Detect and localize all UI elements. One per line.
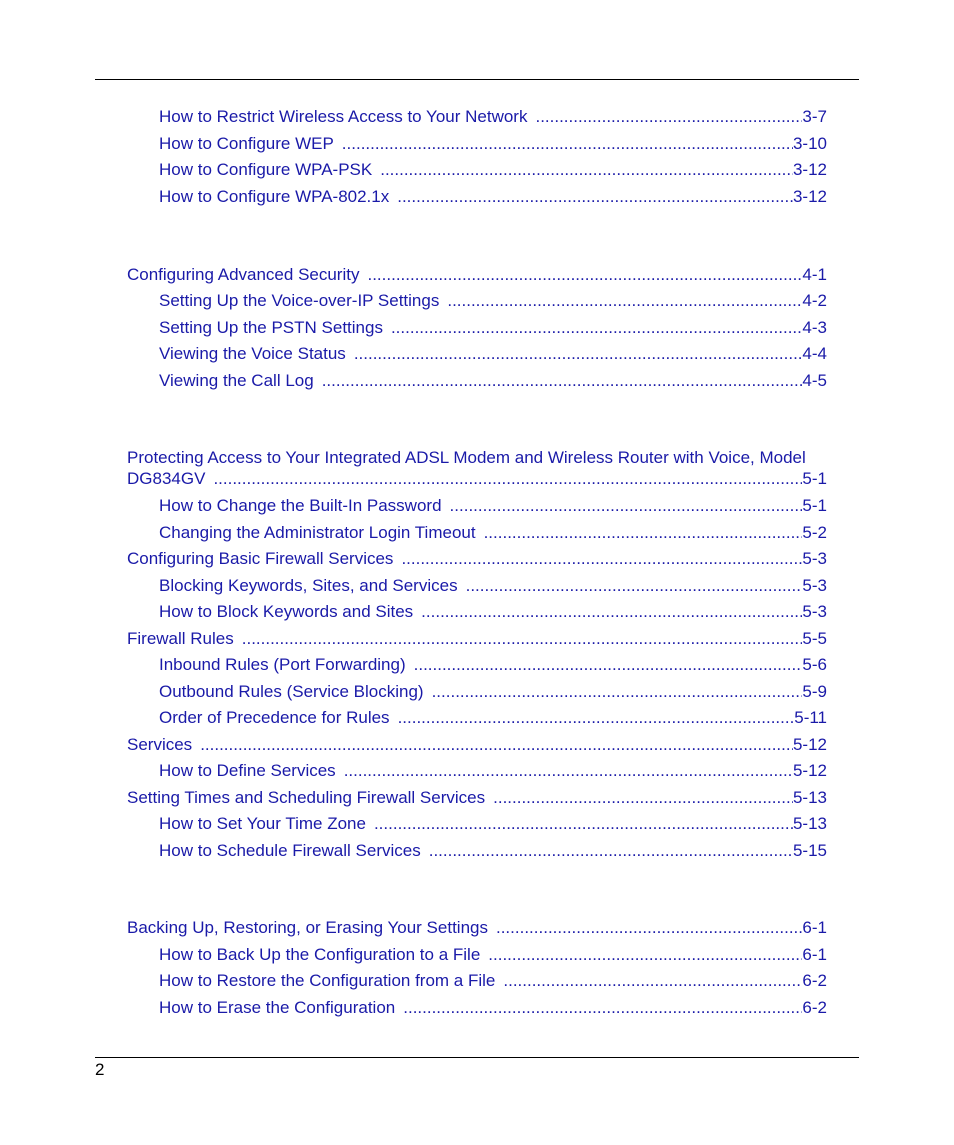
toc-entry[interactable]: [127, 629, 827, 649]
toc-entry-title: How to Configure WEP: [159, 134, 334, 153]
toc-entry-title: How to Configure WPA-802.1x: [159, 187, 390, 206]
dot-leader: [354, 344, 803, 364]
toc-entry-page: 4-5: [802, 371, 827, 390]
toc-entry-page: 5-5: [802, 629, 827, 648]
toc-entry[interactable]: [159, 107, 827, 127]
toc-entry-page: 5-6: [802, 655, 827, 674]
toc-entry-page: 6-1: [802, 945, 827, 964]
toc-entry[interactable]: [159, 318, 827, 338]
toc-entry-page: 5-3: [802, 602, 827, 621]
toc-entry[interactable]: [159, 576, 827, 596]
toc-entry-page: 6-2: [802, 998, 827, 1017]
toc-entry-page: 5-1: [802, 496, 827, 515]
footer-rule: [95, 1057, 859, 1058]
dot-leader: [401, 549, 802, 569]
toc-entry-page: 5-12: [792, 735, 827, 754]
dot-leader: [342, 134, 793, 154]
toc-entry[interactable]: [159, 134, 827, 154]
toc-entry[interactable]: [159, 602, 827, 622]
toc-entry-title: Setting Up the PSTN Settings: [159, 318, 383, 337]
toc-entry-title: Order of Precedence for Rules: [159, 708, 390, 727]
toc-entry-title: How to Define Services: [159, 761, 336, 780]
dot-leader: [535, 107, 802, 127]
toc-entry-title: Setting Up the Voice-over-IP Settings: [159, 291, 440, 310]
toc-entry-title: How to Back Up the Configuration to a File: [159, 945, 481, 964]
toc-entry-title: How to Block Keywords and Sites: [159, 602, 414, 621]
toc-entry[interactable]: [159, 682, 827, 702]
toc-entry-page: 5-1: [802, 469, 827, 488]
toc-entry-title: Viewing the Voice Status: [159, 344, 346, 363]
toc-entry-title: Backing Up, Restoring, or Erasing Your Settings: [127, 918, 488, 937]
toc-entry-title-line1[interactable]: Protecting Access to Your Integrated ADSL Modem and Wireless Router with Voice, Model: [127, 448, 806, 467]
toc-entry-title: How to Change the Built-In Password: [159, 496, 442, 515]
toc-entry[interactable]: [127, 918, 827, 938]
dot-leader: [322, 371, 803, 391]
dot-leader: [213, 469, 802, 489]
toc-entry-title: Firewall Rules: [127, 629, 234, 648]
toc-entry-page: 3-7: [802, 107, 827, 126]
toc-entry-title: How to Restrict Wireless Access to Your Network: [159, 107, 528, 126]
dot-leader: [421, 602, 802, 622]
toc-entry-page: 5-15: [792, 841, 827, 860]
toc-entry[interactable]: [127, 735, 827, 755]
toc-entry-title: Configuring Basic Firewall Services: [127, 549, 394, 568]
toc-entry[interactable]: [159, 814, 827, 834]
toc-entry[interactable]: [159, 708, 827, 728]
dot-leader: [403, 998, 802, 1018]
dot-leader: [398, 708, 795, 728]
dot-leader: [484, 523, 803, 543]
dot-leader: [496, 918, 802, 938]
toc-entry[interactable]: [127, 788, 827, 808]
toc-entry-page: 4-2: [802, 291, 827, 310]
toc-entry-page: 6-1: [802, 918, 827, 937]
toc-entry-title: Outbound Rules (Service Blocking): [159, 682, 424, 701]
dot-leader: [367, 265, 802, 285]
dot-leader: [488, 945, 802, 965]
toc-entry[interactable]: [159, 291, 827, 311]
dot-leader: [429, 841, 793, 861]
toc-entry-title: How to Erase the Configuration: [159, 998, 396, 1017]
dot-leader: [432, 682, 803, 702]
toc-entry-page: 5-2: [802, 523, 827, 542]
header-rule: [95, 79, 859, 80]
toc-entry-title: Blocking Keywords, Sites, and Services: [159, 576, 458, 595]
toc-entry[interactable]: [159, 160, 827, 180]
toc-entry[interactable]: [159, 496, 827, 516]
dot-leader: [242, 629, 803, 649]
toc-entry-page: 3-12: [792, 187, 827, 206]
page-number: 2: [95, 1060, 105, 1079]
toc-entry-page: 4-1: [802, 265, 827, 284]
toc-entry-title: How to Set Your Time Zone: [159, 814, 366, 833]
toc-entry[interactable]: [159, 344, 827, 364]
toc-entry-title: How to Restore the Configuration from a File: [159, 971, 496, 990]
dot-leader: [344, 761, 793, 781]
toc-entry[interactable]: [159, 523, 827, 543]
toc-entry-page: 5-13: [792, 814, 827, 833]
toc-entry[interactable]: [127, 469, 827, 489]
dot-leader: [450, 496, 803, 516]
toc-entry[interactable]: [159, 971, 827, 991]
toc-entry-title: Services: [127, 735, 193, 754]
toc-entry[interactable]: [127, 549, 827, 569]
toc-entry-page: 5-12: [792, 761, 827, 780]
dot-leader: [447, 291, 802, 311]
toc-entry[interactable]: [159, 761, 827, 781]
dot-leader: [503, 971, 802, 991]
dot-leader: [200, 735, 793, 755]
dot-leader: [414, 655, 803, 675]
dot-leader: [493, 788, 793, 808]
toc-entry-title: How to Configure WPA-PSK: [159, 160, 373, 179]
toc-entry-page: 4-3: [802, 318, 827, 337]
toc-entry[interactable]: [159, 371, 827, 391]
toc-entry-title: Configuring Advanced Security: [127, 265, 360, 284]
toc-entry-title: Inbound Rules (Port Forwarding): [159, 655, 406, 674]
toc-entry-page: 5-13: [792, 788, 827, 807]
toc-entry-title: Setting Times and Scheduling Firewall Services: [127, 788, 486, 807]
dot-leader: [466, 576, 803, 596]
toc-entry[interactable]: [159, 998, 827, 1018]
toc-entry[interactable]: [159, 945, 827, 965]
toc-entry-title: DG834GV: [127, 469, 206, 488]
toc-entry-page: 3-10: [792, 134, 827, 153]
toc-entry-page: 3-12: [792, 160, 827, 179]
dot-leader: [391, 318, 802, 338]
dot-leader: [380, 160, 793, 180]
toc-entry-page: 5-9: [802, 682, 827, 701]
toc-entry-title: Changing the Administrator Login Timeout: [159, 523, 476, 542]
toc-entry-page: 5-3: [802, 576, 827, 595]
toc-entry[interactable]: [127, 265, 827, 285]
dot-leader: [374, 814, 793, 834]
toc-entry-page: 5-3: [802, 549, 827, 568]
dot-leader: [397, 187, 793, 207]
toc-entry-title: Viewing the Call Log: [159, 371, 314, 390]
toc-entry-page: 5-11: [794, 708, 827, 727]
toc-entry-title: How to Schedule Firewall Services: [159, 841, 421, 860]
toc-entry[interactable]: [159, 187, 827, 207]
toc-entry[interactable]: [159, 655, 827, 675]
toc-entry-page: 4-4: [802, 344, 827, 363]
toc-entry[interactable]: [159, 841, 827, 861]
toc-entry-page: 6-2: [802, 971, 827, 990]
